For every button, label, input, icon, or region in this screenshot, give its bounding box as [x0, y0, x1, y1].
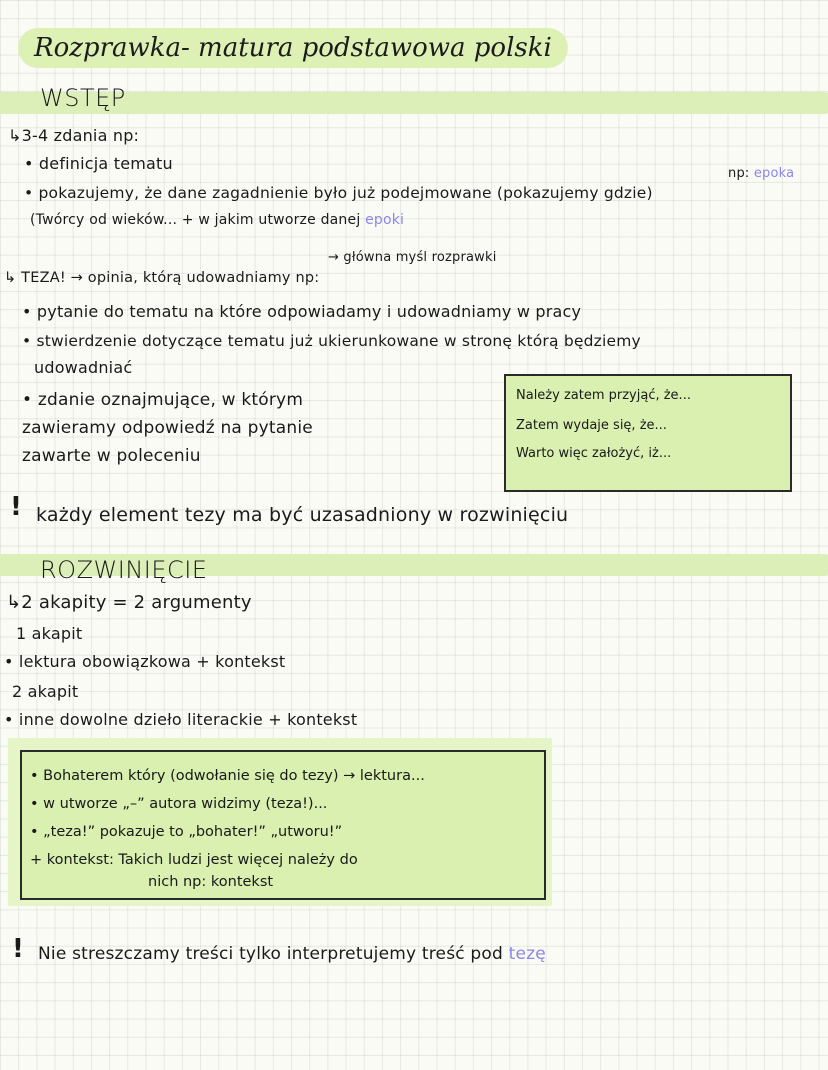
- np-note-word: epoka: [753, 166, 795, 181]
- warning-streszczenie: [38, 944, 546, 964]
- warning-streszczenie-text: Nie streszczamy treści tylko interpretujemy treść pod: [38, 944, 504, 964]
- teza-bullet-statement: • stwierdzenie dotyczące tematu już ukierunkowane w stronę którą będziemy: [22, 332, 641, 350]
- akapit-1-bullet: • lektura obowiązkowa + kontekst: [4, 652, 286, 671]
- warning-tezy: każdy element tezy ma być uzasadniony w rozwinięciu: [36, 504, 569, 526]
- page-title: Rozprawka- matura podstawowa polski: [18, 28, 568, 68]
- warning-icon: !: [10, 492, 22, 522]
- example-line: • w utworze „–” autora widzimy (teza!)...: [30, 796, 328, 812]
- authors-text: (Twórcy od wieków... + w jakim utworze danej: [30, 212, 361, 228]
- teza-line: ↳ TEZA! → opinia, którą udowadniamy np:: [4, 270, 320, 286]
- np-note-prefix: np:: [728, 166, 750, 181]
- warning-icon: !: [12, 934, 24, 964]
- akapit-1-label: 1 akapit: [16, 624, 83, 643]
- warning-streszczenie-word: tezę: [508, 944, 546, 964]
- example-line: • Bohaterem który (odwołanie się do tezy) → lektura...: [30, 768, 425, 784]
- akapit-2-bullet: • inne dowolne dzieło literackie + kontekst: [4, 710, 358, 729]
- wstep-bullet-shown: • pokazujemy, że dane zagadnienie było już podejmowane (pokazujemy gdzie): [24, 184, 653, 202]
- example-line: • „teza!” pokazuje to „bohater!” „utworu!”: [30, 824, 343, 840]
- authors-word: epoki: [365, 212, 405, 228]
- phrase-item: Zatem wydaje się, że...: [516, 418, 667, 433]
- teza-bullet-statement-cont: udowadniać: [34, 358, 133, 377]
- akapit-2-label: 2 akapit: [12, 682, 79, 701]
- teza-bullet-question: • pytanie do tematu na które odpowiadamy i udowadniamy w pracy: [22, 302, 582, 321]
- phrase-item: Warto więc założyć, iż...: [516, 446, 672, 461]
- np-note: [728, 166, 794, 181]
- example-line: nich np: kontekst: [148, 874, 274, 890]
- teza-bullet-declarative: • zdanie oznajmujące, w którym: [22, 390, 304, 410]
- wstep-line-authors: [30, 212, 404, 228]
- example-line: + kontekst: Takich ludzi jest więcej należy do: [30, 852, 358, 868]
- phrase-item: Należy zatem przyjąć, że...: [516, 388, 691, 403]
- rozwiniecie-line-paragraphs: ↳2 akapity = 2 argumenty: [6, 592, 252, 613]
- teza-bullet-declarative-cont1: zawieramy odpowiedź na pytanie: [22, 418, 313, 438]
- main-idea-note: → główna myśl rozprawki: [328, 250, 497, 265]
- section-heading-wstep: WSTĘP: [40, 84, 126, 112]
- section-heading-rozwiniecie: ROZWINIĘCIE: [40, 556, 208, 584]
- teza-bullet-declarative-cont2: zawarte w poleceniu: [22, 446, 201, 466]
- wstep-bullet-definition: • definicja tematu: [24, 154, 173, 173]
- wstep-line-sentences: ↳3-4 zdania np:: [8, 126, 140, 145]
